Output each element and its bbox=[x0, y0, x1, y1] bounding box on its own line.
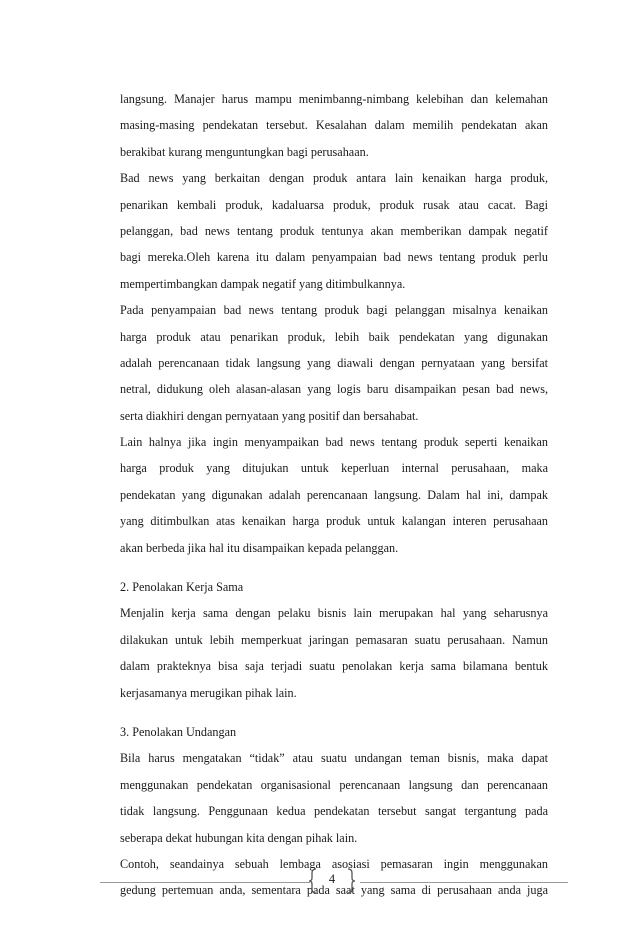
page-number: 4 bbox=[328, 872, 336, 886]
text-line: langsung. Manajer harus mampu menimbanng-nimbang kelebihan dan kelemahan bbox=[120, 92, 548, 106]
text-line: bagi mereka.Oleh karena itu dalam penyampaian bad news tentang produk perlu bbox=[120, 250, 548, 265]
text-line: Contoh, seandainya sebuah lembaga asosiasi pemasaran ingin menggunakan bbox=[120, 856, 548, 871]
right-brace-icon bbox=[346, 868, 356, 894]
text-line: dilakukan untuk lebih memperkuat jaringan pemasaran suatu perusahaan. Namun bbox=[120, 632, 548, 647]
text-line: Pada penyampaian bad news tentang produk bagi pelanggan misalnya kenaikan bbox=[120, 303, 548, 318]
left-brace-icon bbox=[308, 868, 318, 894]
paragraph bbox=[120, 297, 548, 429]
text-line: tidak langsung. Penggunaan kedua pendekatan tersebut sangat tergantung pada bbox=[120, 804, 548, 819]
text-line: pelanggan, bad news tentang produk tentunya akan memberikan dampak negatif bbox=[120, 223, 548, 238]
text-line: berakibat kurang menguntungkan bagi perusahaan. bbox=[120, 144, 369, 159]
text-line: mempertimbangkan dampak negatif yang ditimbulkannya. bbox=[120, 276, 406, 291]
text-line: pendekatan yang digunakan adalah perencanaan langsung. Dalam hal ini, dampak bbox=[120, 487, 548, 502]
text-line: Lain halnya jika ingin menyampaikan bad news tentang produk seperti kenaikan bbox=[120, 435, 548, 450]
page-body bbox=[120, 86, 548, 904]
paragraph bbox=[120, 86, 548, 165]
section-penolakan-kerja-sama bbox=[120, 574, 548, 706]
text-line: penarikan kembali produk, kadaluarsa produk, produk rusak atau cacat. Bagi bbox=[120, 197, 548, 212]
page-footer bbox=[0, 868, 638, 896]
text-line: harga produk atau penarikan produk, lebih baik pendekatan yang digunakan bbox=[120, 329, 548, 344]
text-line: yang ditimbulkan atas kenaikan harga produk untuk kalangan interen perusahaan bbox=[120, 514, 548, 529]
footer-rule-left bbox=[100, 882, 310, 883]
text-line: menggunakan pendekatan organisasional perencanaan langsung dan perencanaan bbox=[120, 777, 548, 792]
text-line: harga produk yang ditujukan untuk keperluan internal perusahaan, maka bbox=[120, 461, 548, 476]
text-line: dalam prakteknya bisa saja terjadi suatu penolakan kerja sama bilamana bentuk bbox=[120, 659, 548, 674]
text-line: seberapa dekat hubungan kita dengan pihak lain. bbox=[120, 830, 358, 845]
text-line: gedung pertemuan anda, sementara pada saat yang sama di perusahaan anda juga bbox=[120, 883, 548, 898]
text-line: kerjasamanya merugikan pihak lain. bbox=[120, 685, 297, 700]
paragraph bbox=[120, 429, 548, 561]
text-line: Bad news yang berkaitan dengan produk antara lain kenaikan harga produk, bbox=[120, 171, 548, 186]
text-line: adalah perencanaan tidak langsung yang diawali dengan pernyataan yang bersifat bbox=[120, 355, 548, 370]
text-line: akan berbeda jika hal itu disampaikan kepada pelanggan. bbox=[120, 540, 399, 555]
text-line: serta diakhiri dengan pernyataan yang positif dan bersahabat. bbox=[120, 408, 419, 423]
spacer bbox=[120, 561, 548, 574]
footer-rule-right bbox=[360, 882, 568, 883]
section-heading: 2. Penolakan Kerja Sama bbox=[120, 580, 244, 595]
spacer bbox=[120, 706, 548, 719]
section-heading: 3. Penolakan Undangan bbox=[120, 724, 237, 739]
text-line: masing-masing pendekatan tersebut. Kesalahan dalam memilih pendekatan akan bbox=[120, 118, 548, 133]
text-line: Menjalin kerja sama dengan pelaku bisnis lain merupakan hal yang seharusnya bbox=[120, 606, 548, 621]
text-line: Bila harus mengatakan “tidak” atau suatu undangan teman bisnis, maka dapat bbox=[120, 751, 548, 766]
text-line: netral, didukung oleh alasan-alasan yang logis baru disampaikan pesan bad news, bbox=[120, 382, 548, 397]
paragraph bbox=[120, 165, 548, 297]
